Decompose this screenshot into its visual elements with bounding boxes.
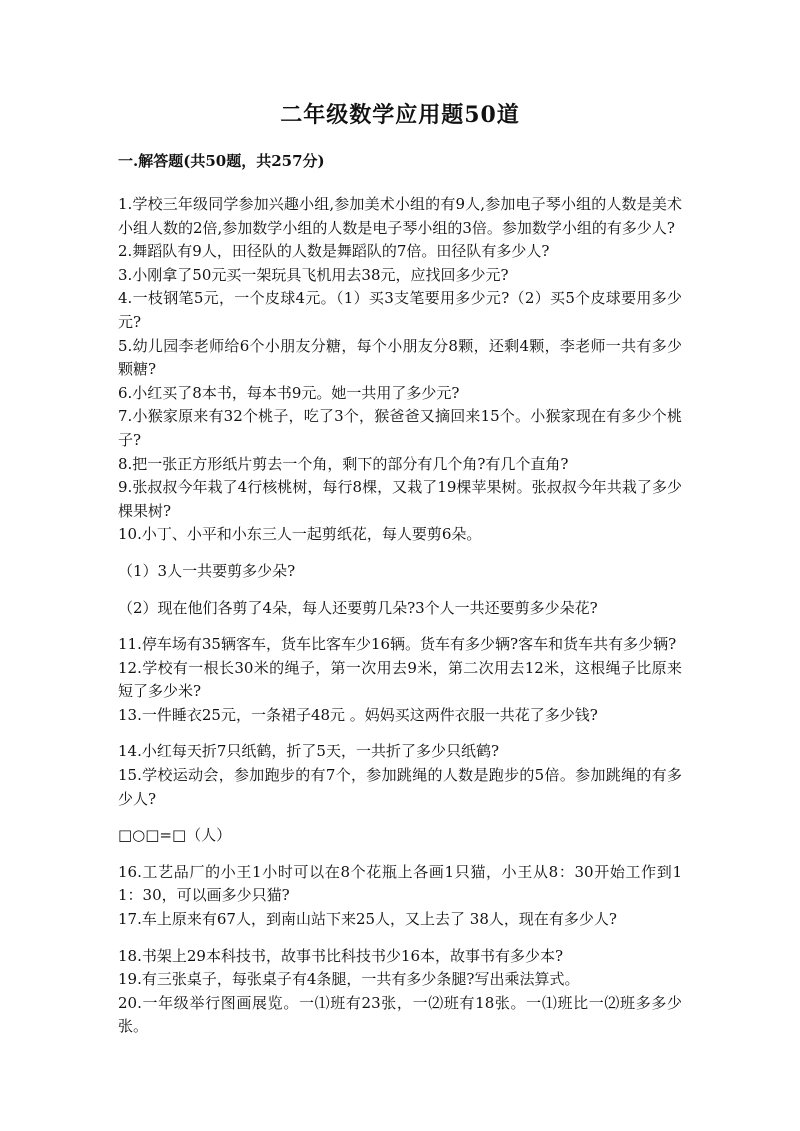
- question-11: 11.停车场有35辆客车，货车比客车少16辆。货车有多少辆?客车和货车共有多少辆?: [118, 635, 677, 654]
- question-6: 6.小红买了8本书，每本书9元。她一共用了多少元?: [118, 383, 460, 402]
- question-10: 10.小丁、小平和小东三人一起剪纸花，每人要剪6朵。: [118, 525, 482, 544]
- question-list: [118, 193, 682, 1039]
- question-17: 17.车上原来有67人，到南山站下来25人，又上去了 38人，现在有多少人?: [118, 910, 617, 929]
- section-heading: 一.解答题(共50题，共257分): [118, 152, 325, 170]
- question-8: 8.把一张正方形纸片剪去一个角，剩下的部分有几个角?有几个直角?: [118, 454, 569, 473]
- page-title: 二年级数学应用题50道: [280, 102, 520, 128]
- question-7: 7.小猴家原来有32个桃子，吃了3个，猴爸爸又摘回来15个。小猴家现在有多少个桃子?: [118, 407, 682, 449]
- question-9: 9.张叔叔今年栽了4行核桃树，每行8棵，又栽了19棵苹果树。张叔叔今年共栽了多少棵果树?: [118, 478, 682, 520]
- question-18: 18.书架上29本科技书，故事书比科技书少16本，故事书有多少本?: [118, 946, 564, 965]
- question-13: 13.一件睡衣25元，一条裙子48元 。妈妈买这两件衣服一共花了多少钱?: [118, 705, 598, 724]
- question-15: 15.学校运动会，参加跑步的有7个，参加跳绳的人数是跑步的5倍。参加跳绳的有多少人?: [118, 766, 682, 808]
- question-14: 14.小红每天折7只纸鹤，折了5天，一共折了多少只纸鹤?: [118, 742, 499, 761]
- question-20: 20.一年级举行图画展览。一⑴班有23张，一⑵班有18张。一⑴班比一⑵班多多少张。: [118, 993, 682, 1036]
- question-1: 1.学校三年级同学参加兴趣小组,参加美术小组的有9人,参加电子琴小组的人数是美术小组人数的2倍,参加数学小组的人数是电子琴小组的3倍。参加数学小组的有多少人?: [118, 195, 682, 237]
- question-19: 19.有三张桌子，每张桌子有4条腿，一共有多少条腿?写出乘法算式。: [118, 970, 580, 989]
- question-5: 5.幼儿园李老师给6个小朋友分糖，每个小朋友分8颗，还剩4颗，李老师一共有多少颗糖?: [118, 336, 682, 379]
- question-15-formula: □○□=□（人）: [118, 826, 232, 845]
- question-16: 16.工艺品厂的小王1小时可以在8个花瓶上各画1只猫，小王从8：30开始工作到11：30，可以画多少只猫?: [118, 862, 682, 905]
- question-2: 2.舞蹈队有9人，田径队的人数是舞蹈队的7倍。田径队有多少人?: [118, 242, 550, 261]
- question-10-part-2: （2）现在他们各剪了4朵，每人还要剪几朵?3个人一共还要剪多少朵花?: [118, 598, 598, 617]
- question-3: 3.小刚拿了50元买一架玩具飞机用去38元，应找回多少元?: [118, 265, 509, 284]
- question-4: 4.一枝钢笔5元，一个皮球4元。（1）买3支笔要用多少元?（2）买5个皮球要用多少元?: [118, 289, 682, 331]
- question-12: 12.学校有一根长30米的绳子，第一次用去9米，第二次用去12米，这根绳子比原来短了多少米?: [118, 658, 682, 701]
- question-10-part-1: （1）3人一共要剪多少朵?: [118, 561, 296, 580]
